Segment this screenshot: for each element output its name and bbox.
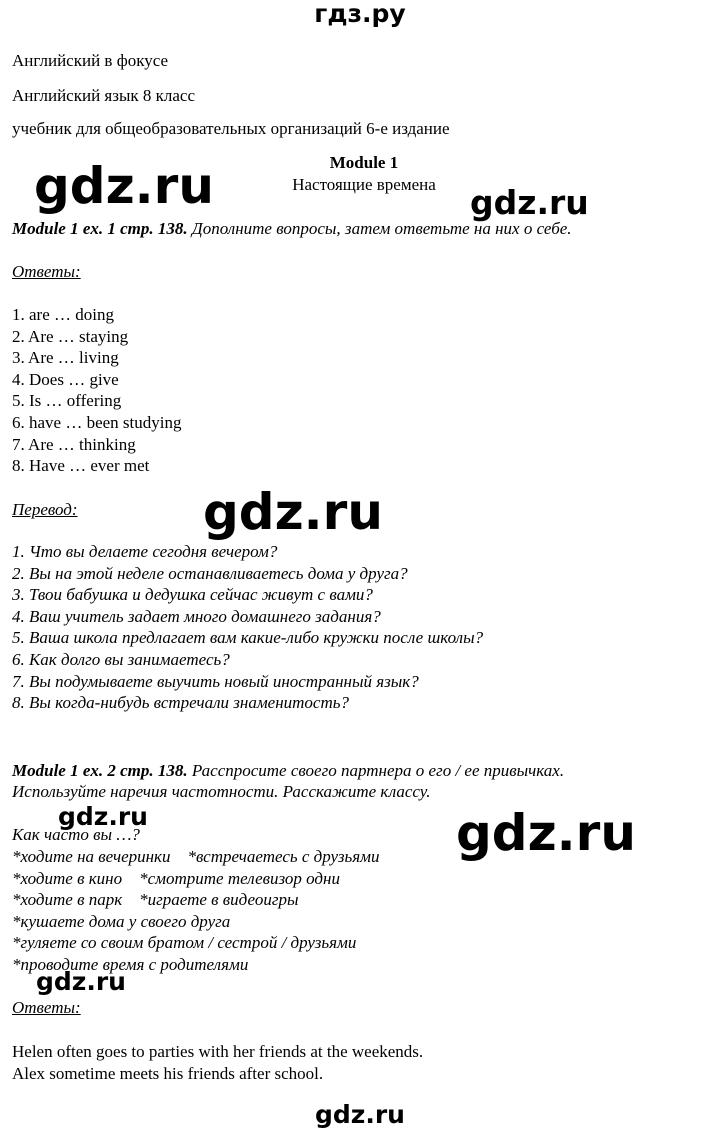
list-item: 6. Как долго вы занимаетесь? xyxy=(12,649,230,669)
exercise-2-heading xyxy=(12,760,564,782)
list-item: 8. Вы когда-нибудь встречали знаменитость? xyxy=(12,693,349,713)
watermark-gdz: gdz.ru xyxy=(34,157,214,215)
list-item: 1. Что вы делаете сегодня вечером? xyxy=(12,542,278,561)
list-item: 1. are … doing xyxy=(12,305,114,324)
exercise-1-task: Дополните вопросы, затем ответьте на них о себе. xyxy=(187,219,572,238)
list-item: Helen often goes to parties with her friends at the weekends. xyxy=(12,1042,424,1061)
book-subject: Английский язык 8 класс xyxy=(12,86,196,105)
watermark-gdz: gdz.ru xyxy=(203,483,383,541)
list-item: 7. Вы подумываете выучить новый иностранный язык? xyxy=(12,671,419,691)
list-item: 3. Are … living xyxy=(12,348,119,368)
list-item: Alex sometime meets his friends after school. xyxy=(12,1063,324,1083)
list-item: 6. have … been studying xyxy=(12,412,182,432)
exercise-2-items-list xyxy=(12,846,379,976)
list-item: 3. Твои бабушка и дедушка сейчас живут с вами? xyxy=(12,585,373,605)
site-header-logo: гдз.ру xyxy=(314,0,406,28)
list-item: 7. Are … thinking xyxy=(12,434,136,454)
book-edition: учебник для общеобразовательных организаций 6-е издание xyxy=(12,119,450,138)
list-item: 2. Are … staying xyxy=(12,326,129,346)
exercise-2-task-continued: Используйте наречия частотности. Расскажите классу. xyxy=(12,782,431,801)
exercise-2-prompt: Как часто вы …? xyxy=(12,825,140,844)
exercise-1-ref: Module 1 ex. 1 стр. 138. xyxy=(12,219,188,238)
list-item: *ходите в кино *смотрите телевизор одни xyxy=(12,868,340,888)
list-item: *ходите в парк *играете в видеоигры xyxy=(12,890,299,910)
module-subtitle: Настоящие времена xyxy=(292,175,436,194)
list-item: 8. Have … ever met xyxy=(12,456,150,476)
exercise-2-task: Расспросите своего партнера о его / ее привычках. xyxy=(187,761,565,780)
exercise-2-answers-list xyxy=(12,1041,423,1084)
watermark-gdz: gdz.ru xyxy=(315,1100,405,1129)
list-item: 5. Ваша школа предлагает вам какие-либо кружки после школы? xyxy=(12,628,484,648)
list-item: *проводите время с родителями xyxy=(12,954,249,974)
list-item: *гуляете со своим братом / сестрой / друзьями xyxy=(12,933,357,953)
list-item: 2. Вы на этой неделе останавливаетесь дома у друга? xyxy=(12,563,408,583)
list-item: *ходите на вечеринки *встречаетесь с друзьями xyxy=(12,847,380,866)
exercise-1-translation-list xyxy=(12,541,483,714)
list-item: 5. Is … offering xyxy=(12,391,122,411)
exercise-1-answers-label: Ответы: xyxy=(12,262,81,281)
list-item: *кушаете дома у своего друга xyxy=(12,911,231,931)
watermark-gdz: gdz.ru xyxy=(456,804,636,862)
exercise-2-answers-label: Ответы: xyxy=(12,998,81,1017)
module-title: Module 1 xyxy=(329,153,399,172)
list-item: 4. Does … give xyxy=(12,369,119,389)
book-series: Английский в фокусе xyxy=(12,51,169,70)
list-item: 4. Ваш учитель задает много домашнего задания? xyxy=(12,606,381,626)
exercise-1-heading xyxy=(12,218,572,240)
exercise-1-translation-label: Перевод: xyxy=(12,500,78,519)
watermark-gdz: gdz.ru xyxy=(36,967,126,996)
exercise-1-answers-list xyxy=(12,304,182,477)
watermark-gdz: gdz.ru xyxy=(470,183,589,222)
watermark-gdz: gdz.ru xyxy=(58,802,148,831)
exercise-2-ref: Module 1 ex. 2 стр. 138. xyxy=(12,761,188,780)
